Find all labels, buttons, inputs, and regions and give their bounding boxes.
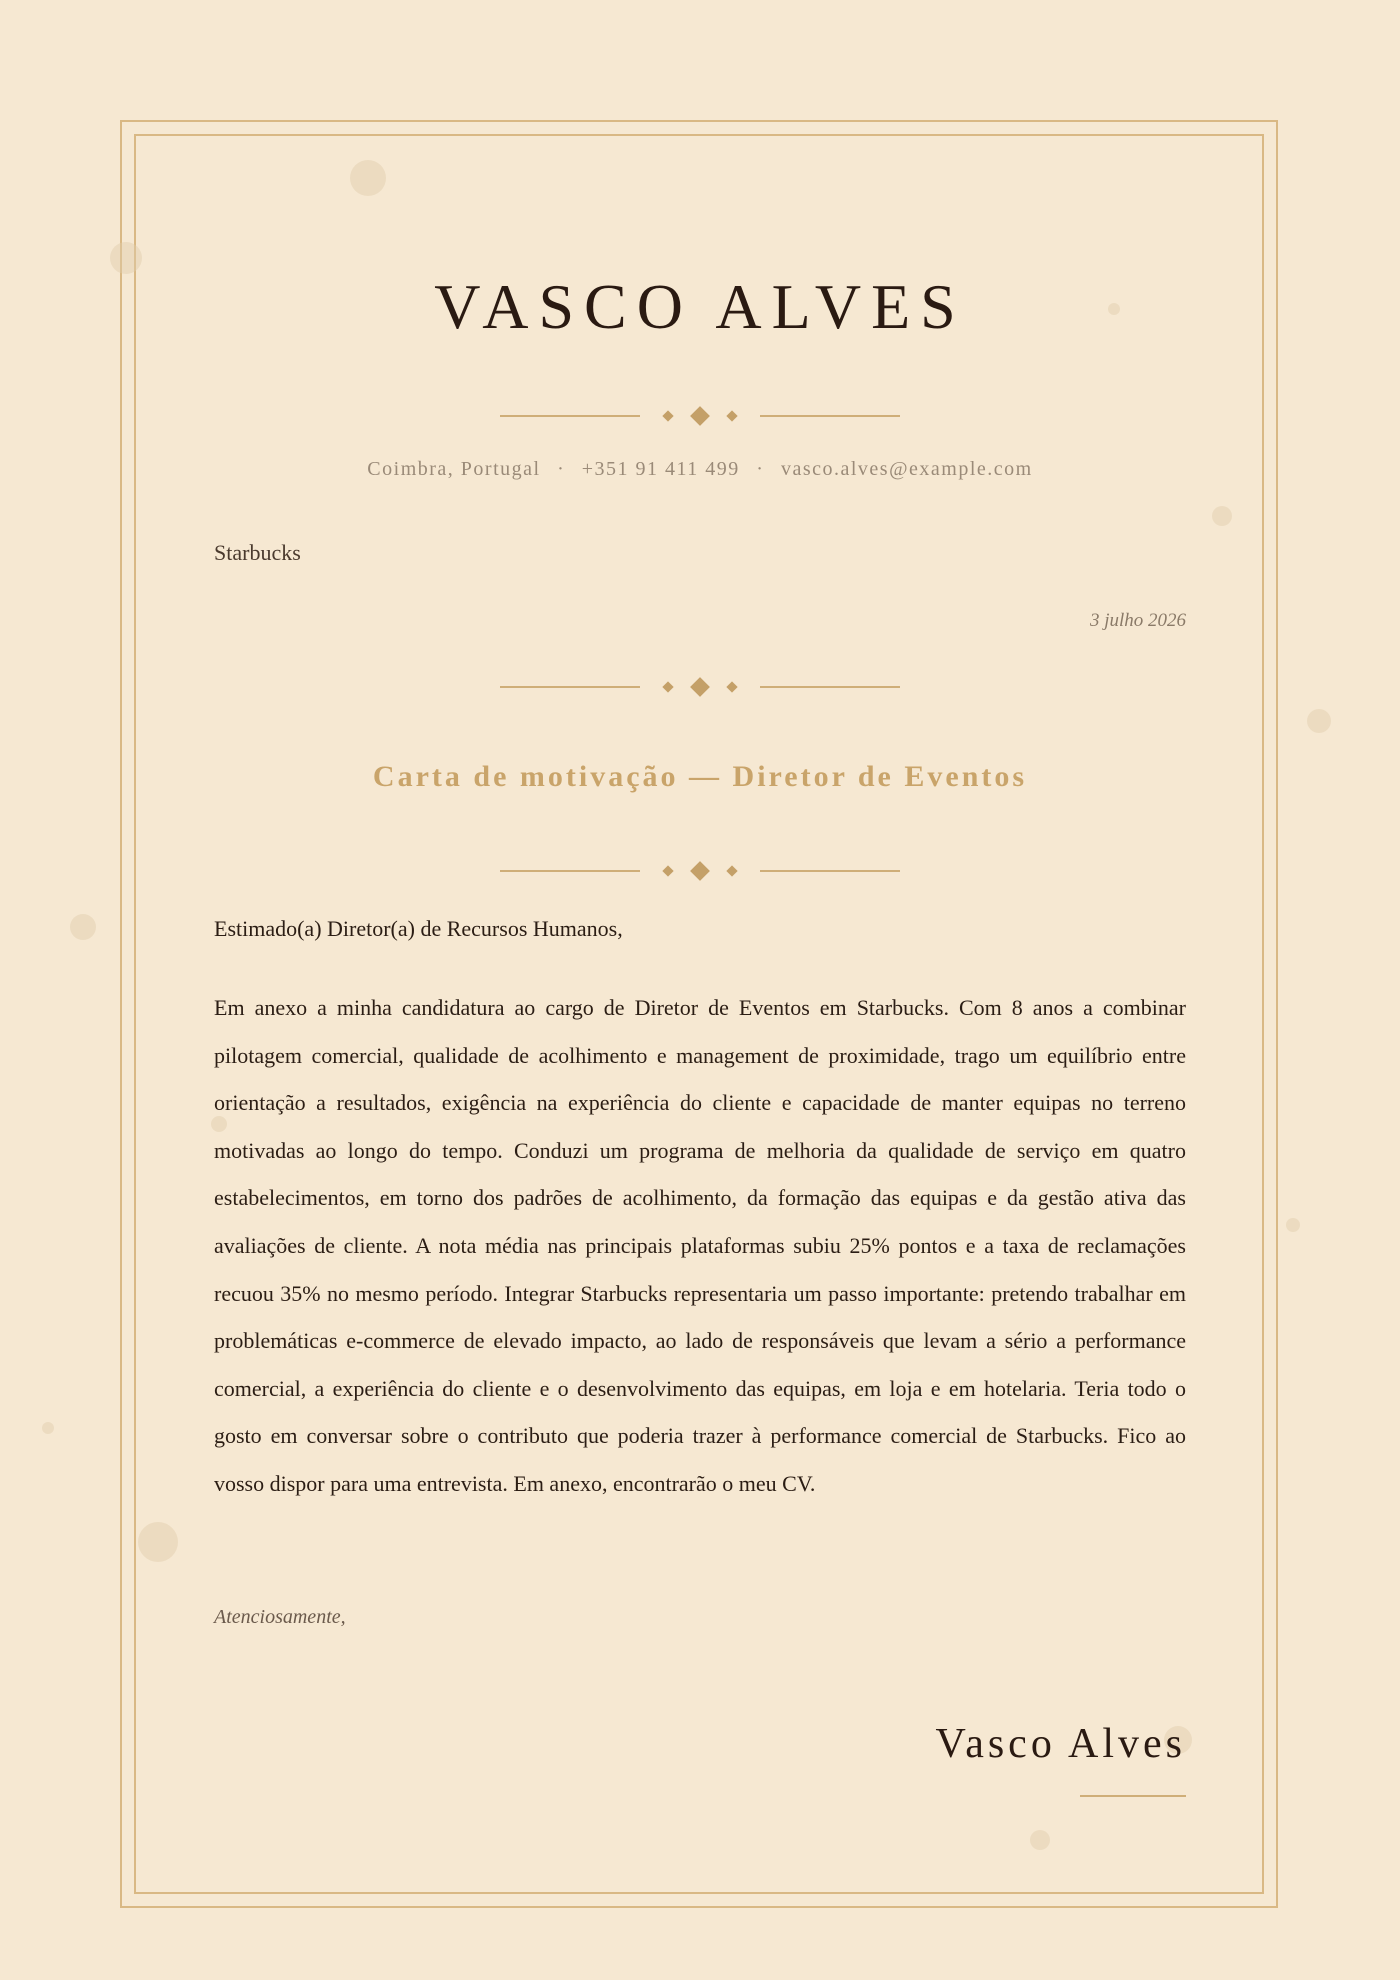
divider-line [500,415,640,417]
divider-line [760,686,900,688]
applicant-name: VASCO ALVES [434,271,966,342]
diamond-icon [726,410,737,421]
diamond-icon [662,681,673,692]
decorative-dot [1307,709,1331,733]
decorative-dot [1030,1830,1050,1850]
diamond-icon [662,865,673,876]
divider-line [760,870,900,872]
decorative-dot [42,1422,54,1434]
ornament-divider [500,677,900,697]
divider-line [500,870,640,872]
contact-email: vasco.alves@example.com [780,458,1033,480]
decorative-dot [70,914,96,940]
divider-line [760,415,900,417]
diamond-icon [662,410,673,421]
contact-phone: +351 91 411 499 [581,458,740,480]
letter-body: Em anexo a minha candidatura ao cargo de Diretor de Eventos em Starbucks. Com 8 anos a combinar pilotagem comercial, qualidade de acolhimento e management de proximidade, trago um equilíbrio entre orientação a resultados, exigência na experiência do cliente e capacidade de manter equipas no terreno motivadas ao longo do tempo. Conduzi um programa de melhoria da qualidade de serviço em quatro estabelecimentos, em torno dos padrões de acolhimento, da formação das equipas e da gestão ativa das avaliações de cliente. A nota média nas principais plataformas subiu 25% pontos e a taxa de reclamações recuou 35% no mesmo período. Integrar Starbucks representaria um passo importante: pretendo trabalhar em problemáticas e-commerce de elevado impacto, ao lado de responsáveis que levam a sério a performance comercial, a experiência do cliente e o desenvolvimento das equipas, em loja e em hotelaria. Teria todo o gosto em conversar sobre o contributo que poderia trazer à performance comercial de Starbucks. Fico ao vosso dispor para uma entrevista. Em anexo, encontrarão o meu CV. [214,995,1186,1496]
decorative-dot [1286,1218,1300,1232]
contact-separator: · [756,458,765,480]
ornament-divider [500,861,900,881]
signature-underline [1080,1795,1186,1797]
diamond-icon [726,865,737,876]
contact-line [0,458,1400,481]
ornament-divider [500,406,900,426]
diamond-icon [726,681,737,692]
contact-separator: · [557,458,566,480]
signature-name: Vasco Alves [935,1721,1186,1767]
letter-closing: Atenciosamente, [214,1606,346,1628]
divider-line [500,686,640,688]
letter-greeting: Estimado(a) Diretor(a) de Recursos Humanos, [214,916,623,941]
contact-location: Coimbra, Portugal [367,458,541,480]
decorative-dot [138,1522,178,1562]
letter-subject: Carta de motivação — Diretor de Eventos [372,760,1028,793]
diamond-icon [690,406,710,426]
decorative-dot [1212,506,1232,526]
decorative-dot [350,160,386,196]
letter-date: 3 julho 2026 [1089,610,1186,631]
recipient-company: Starbucks [214,540,301,565]
diamond-icon [690,677,710,697]
diamond-icon [690,861,710,881]
